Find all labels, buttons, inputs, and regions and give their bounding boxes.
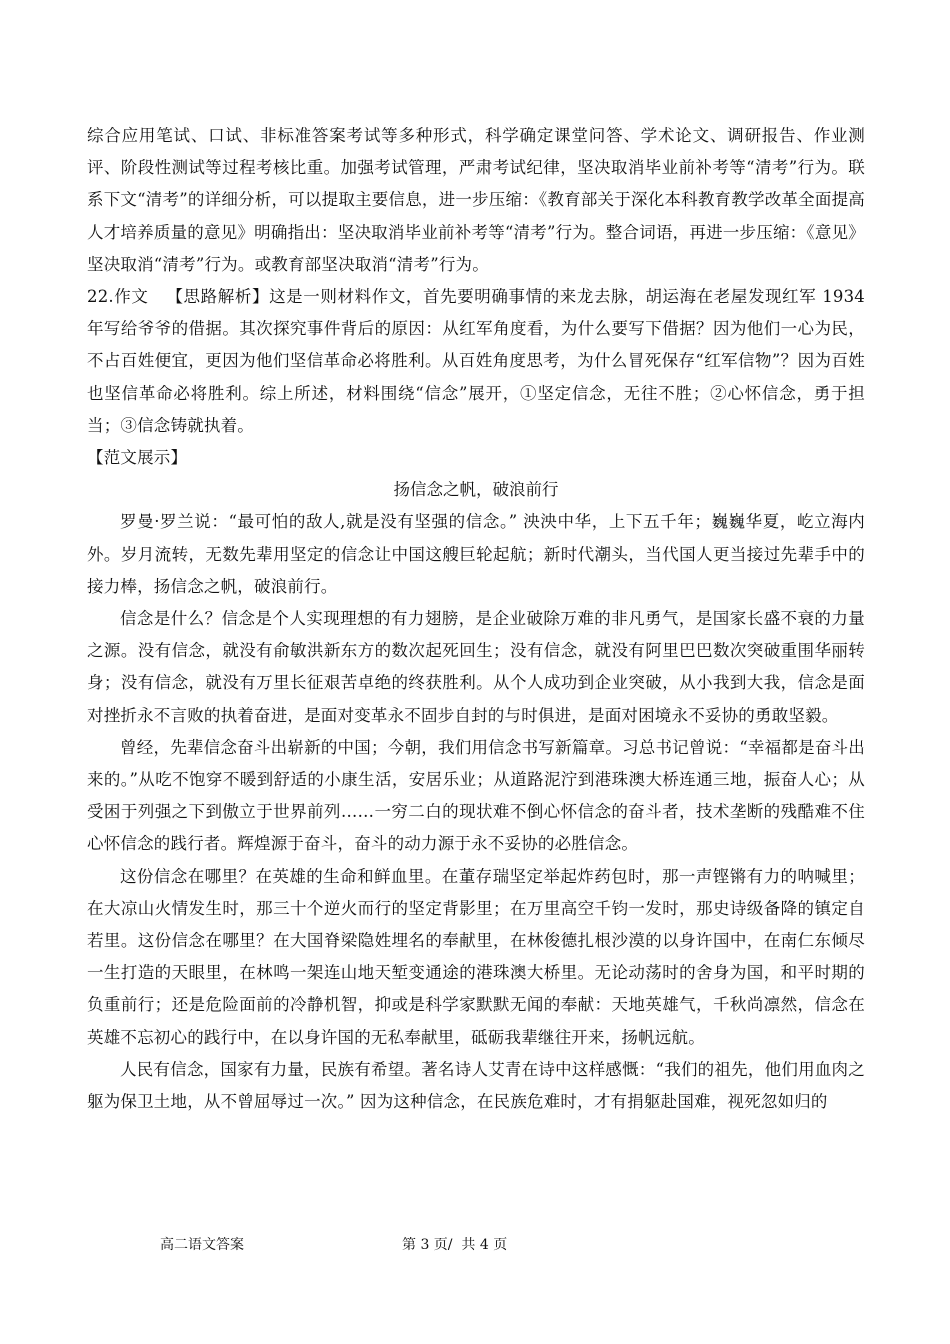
footer-doc-title: 高二语文答案 — [160, 1237, 244, 1253]
essay-paragraph-3: 曾经，先辈信念奋斗出崭新的中国；今朝，我们用信念书写新篇章。习总书记曾说：“幸福都是奋斗出来的。”从吃不饱穿不暖到舒适的小康生活，安居乐业；从道路泥泞到港珠澳大桥连通三地，振奋人心；从受困于列强之下到傲立于世界前列……一穷二白的现状难不倒心怀信念的奋斗者，技术垄断的残酷难不住心怀信念的践行者。辉煌源于奋斗，奋斗的动力源于永不妥协的必胜信念。 — [87, 737, 865, 854]
essay-paragraph-2: 信念是什么？信念是个人实现理想的有力翅膀，是企业破除万难的非凡勇气，是国家长盛不衰的力量之源。没有信念，就没有俞敏洪新东方的数次起死回生；没有信念，就没有阿里巴巴数次突破重围华丽转身；没有信念，就没有万里长征艰苦卓绝的终获胜利。从个人成功到企业突破，从小我到大我，信念是面对挫折永不言败的执着奋进，是面对变革永不固步自封的与时俱进，是面对困境永不妥协的勇敢坚毅。 — [87, 609, 865, 725]
sample-essay-header: 【范文展示】 — [87, 448, 188, 468]
essay-paragraph-5: 人民有信念，国家有力量，民族有希望。著名诗人艾青在诗中这样感慨：“我们的祖先，他们用血肉之躯为保卫土地，从不曾屈辱过一次。” 因为这种信念，在民族危难时，才有捐躯赴国难，视死忽如归的 — [87, 1059, 865, 1112]
question-22-analysis: 【思路解析】这是一则材料作文，首先要明确事情的来龙去脉，胡运海在老屋发现红军 1934 年写给爷爷的借据。其次探究事件背后的原因：从红军角度看，为什么要写下借据？因为他们一心为民，不占百姓便宜，更因为他们坚信革命必将胜利。从百姓角度思考，为什么冒死保存“红军信物”？因为百姓也坚信革命必将胜利。综上所述，材料围绕“信念”展开，①坚定信念，无往不胜；②心怀信念，勇于担当；③信念铸就执着。 — [87, 287, 865, 435]
essay-paragraph-1: 罗曼·罗兰说：“最可怕的敌人,就是没有坚强的信念。” 泱泱中华，上下五千年；巍巍华夏，屹立海内外。岁月流转，无数先辈用坚定的信念让中国这艘巨轮起航；新时代潮头，当代国人更当接过先辈手中的接力棒，扬信念之帆，破浪前行。 — [87, 512, 865, 596]
question-22-label: 22.作文 — [87, 287, 149, 307]
question-22-block — [87, 281, 865, 442]
continuation-paragraph: 综合应用笔试、口试、非标准答案考试等多种形式，科学确定课堂问答、学术论文、调研报告、作业测评、阶段性测试等过程考核比重。加强考试管理，严肃考试纪律，坚决取消毕业前补考等“清考”行为。联系下文“清考”的详细分析，可以提取主要信息，进一步压缩：《教育部关于深化本科教育教学改革全面提高人才培养质量的意见》明确指出：坚决取消毕业前补考等“清考”行为。整合词语，再进一步压缩：《意见》坚决取消“清考”行为。或教育部坚决取消“清考”行为。 — [87, 126, 865, 274]
essay-paragraph-4: 这份信念在哪里？在英雄的生命和鲜血里。在董存瑞坚定举起炸药包时，那一声铿锵有力的呐喊里；在大凉山火情发生时，那三十个逆火而行的坚定背影里；在万里高空千钧一发时，那史诗级备降的镇定自若里。这份信念在哪里？在大国脊梁隐姓埋名的奉献里，在林俊德扎根沙漠的以身许国中，在南仁东倾尽一生打造的天眼里，在林鸣一架连山地天堑变通途的港珠澳大桥里。无论动荡时的舍身为国，和平时期的负重前行；还是危险面前的冷静机智，抑或是科学家默默无闻的奉献：天地英雄气，千秋尚凛然，信念在英雄不忘初心的践行中，在以身许国的无私奉献里，砥砺我辈继往开来，扬帆远航。 — [87, 866, 865, 1047]
essay-title: 扬信念之帆，破浪前行 — [393, 480, 559, 500]
page-footer — [0, 1234, 950, 1258]
footer-page-number: 第 3 页/ 共 4 页 — [402, 1237, 508, 1253]
answer-page — [87, 120, 865, 1118]
